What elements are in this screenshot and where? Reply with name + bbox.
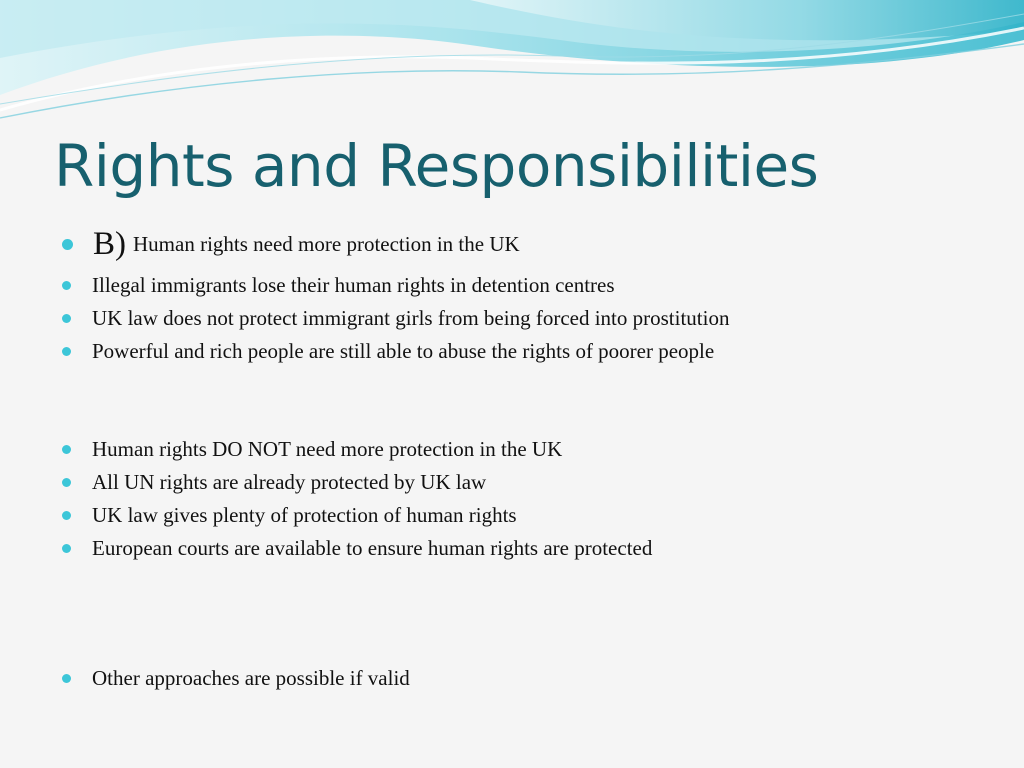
bullet-dot-icon bbox=[62, 674, 71, 683]
bullet-text: Illegal immigrants lose their human rights in detention centres bbox=[92, 273, 615, 297]
bullet-text: Human rights DO NOT need more protection in the UK bbox=[92, 437, 563, 461]
bullet-item bbox=[62, 301, 729, 335]
bullet-dot-icon bbox=[62, 511, 71, 520]
bullet-item bbox=[62, 334, 714, 368]
bullet-item bbox=[62, 432, 562, 466]
bullet-dot-icon bbox=[62, 281, 71, 290]
bullet-dot-icon bbox=[62, 478, 71, 487]
bullet-text: UK law gives plenty of protection of human rights bbox=[92, 503, 517, 527]
bullet-dot-icon bbox=[62, 445, 71, 454]
bullet-dot-icon bbox=[62, 347, 71, 356]
bullet-text: Powerful and rich people are still able to abuse the rights of poorer people bbox=[92, 339, 715, 363]
bullet-item bbox=[62, 268, 615, 302]
bullet-text: UK law does not protect immigrant girls from being forced into prostitution bbox=[92, 306, 730, 330]
bullet-dot-icon bbox=[62, 314, 71, 323]
bullet-item bbox=[62, 498, 517, 532]
bullet-dot-icon bbox=[62, 239, 73, 250]
bullet-text: Other approaches are possible if valid bbox=[92, 666, 410, 690]
bullet-text: All UN rights are already protected by UK law bbox=[92, 470, 487, 494]
bullet-item bbox=[62, 531, 652, 565]
bullet-text: European courts are available to ensure human rights are protected bbox=[92, 536, 653, 560]
bullet-dot-icon bbox=[62, 544, 71, 553]
bullet-item-human-rights-need-protection bbox=[62, 227, 520, 261]
bullet-item bbox=[62, 465, 486, 499]
bullet-text: Human rights need more protection in the UK bbox=[133, 232, 520, 256]
bullet-lead-letter: B) bbox=[93, 226, 126, 262]
bullet-item bbox=[62, 661, 410, 695]
slide-title: Rights and Responsibilities bbox=[54, 132, 819, 200]
